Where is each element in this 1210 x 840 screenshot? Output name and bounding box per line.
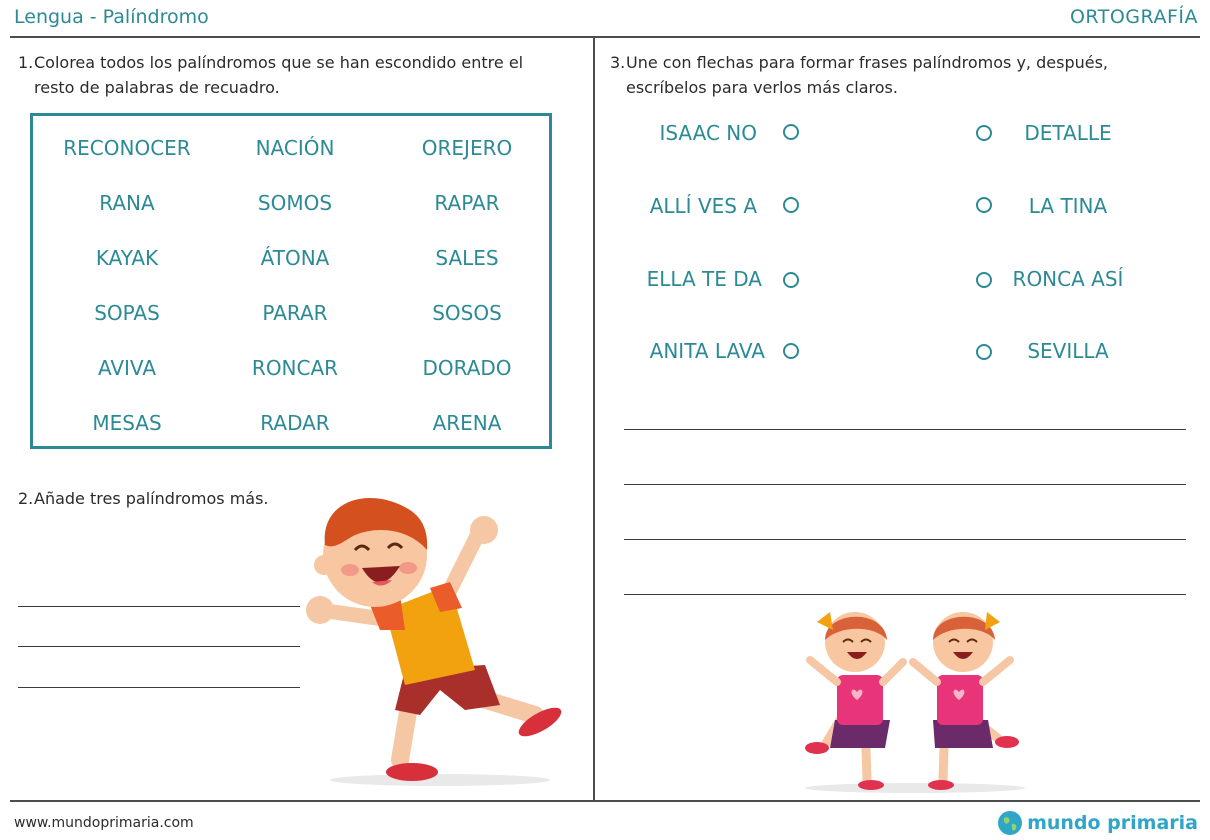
phrase-left: ELLA TE DA	[646, 267, 762, 291]
phrase-left: ISAAC NO	[659, 121, 757, 145]
word-cell[interactable]: MESAS	[92, 411, 162, 435]
answer-line-5[interactable]	[624, 484, 1186, 485]
word-cell[interactable]: KAYAK	[95, 246, 159, 270]
answer-line-1[interactable]	[18, 606, 300, 607]
exercise-1-line-1: Colorea todos los palíndromos que se han escondido entre el	[34, 53, 524, 72]
exercise-1-line-2: resto de palabras de recuadro.	[34, 78, 280, 97]
word-cell[interactable]: RANA	[99, 191, 155, 215]
top-rule	[10, 36, 1200, 38]
answer-line-6[interactable]	[624, 539, 1186, 540]
boy-illustration	[300, 490, 570, 790]
exercise-3-line-1: Une con flechas para formar frases palíndromos y, después,	[626, 53, 1108, 72]
phrase-right: DETALLE	[1024, 121, 1112, 145]
word-cell[interactable]: OREJERO	[421, 136, 513, 160]
word-cell[interactable]: RECONOCER	[63, 136, 191, 160]
girl-2	[913, 612, 1019, 790]
phrase-right: RONCA ASÍ	[1012, 267, 1124, 291]
girls-illustration	[795, 600, 1035, 795]
word-cell[interactable]: AVIVA	[97, 356, 157, 380]
word-cell[interactable]: RAPAR	[434, 191, 500, 215]
word-cell[interactable]: NACIÓN	[255, 136, 335, 160]
exercise-3-line-2: escríbelos para verlos más claros.	[626, 78, 898, 97]
word-cell[interactable]: SALES	[435, 246, 499, 270]
answer-line-4[interactable]	[624, 429, 1186, 430]
category-label: ORTOGRAFÍA	[1069, 6, 1198, 28]
word-cell[interactable]: DORADO	[422, 356, 512, 380]
answer-line-2[interactable]	[18, 646, 300, 647]
phrase-left: ALLÍ VES A	[649, 194, 757, 218]
logo-text: mundo primaria	[1027, 812, 1198, 834]
connector-dot-left[interactable]	[783, 124, 799, 140]
exercise-1-number: 1.	[18, 53, 34, 72]
exercise-2-instructions	[18, 486, 269, 511]
word-cell[interactable]: RONCAR	[251, 356, 339, 380]
brand-logo[interactable]	[997, 810, 1198, 836]
answer-line-3[interactable]	[18, 687, 300, 688]
globe-icon	[997, 810, 1023, 836]
word-cell[interactable]: SOPAS	[94, 301, 160, 325]
word-cell[interactable]: ARENA	[432, 411, 502, 435]
word-box	[30, 113, 552, 449]
word-cell[interactable]: SOMOS	[257, 191, 333, 215]
bottom-rule	[10, 800, 1200, 802]
exercise-2-number: 2.	[18, 489, 34, 508]
word-cell[interactable]: SOSOS	[432, 301, 502, 325]
phrase-right: SEVILLA	[1027, 339, 1109, 363]
answer-line-7[interactable]	[624, 594, 1186, 595]
exercise-3-instructions	[610, 50, 1200, 100]
exercise-1-instructions	[18, 50, 578, 100]
word-cell[interactable]: RADAR	[260, 411, 330, 435]
word-cell[interactable]: ÁTONA	[260, 246, 330, 270]
phrase-left: ANITA LAVA	[649, 339, 765, 363]
page-title: Lengua - Palíndromo	[14, 6, 209, 28]
word-cell[interactable]: PARAR	[262, 301, 328, 325]
connector-dot-left[interactable]	[783, 272, 799, 288]
column-divider	[593, 37, 595, 800]
connector-dot-left[interactable]	[783, 197, 799, 213]
connector-dot-left[interactable]	[783, 343, 799, 359]
footer-url[interactable]: www.mundoprimaria.com	[14, 815, 194, 831]
girl-1	[805, 612, 903, 790]
phrase-right: LA TINA	[1028, 194, 1108, 218]
exercise-3-number: 3.	[610, 53, 626, 72]
exercise-2-text: Añade tres palíndromos más.	[34, 489, 269, 508]
